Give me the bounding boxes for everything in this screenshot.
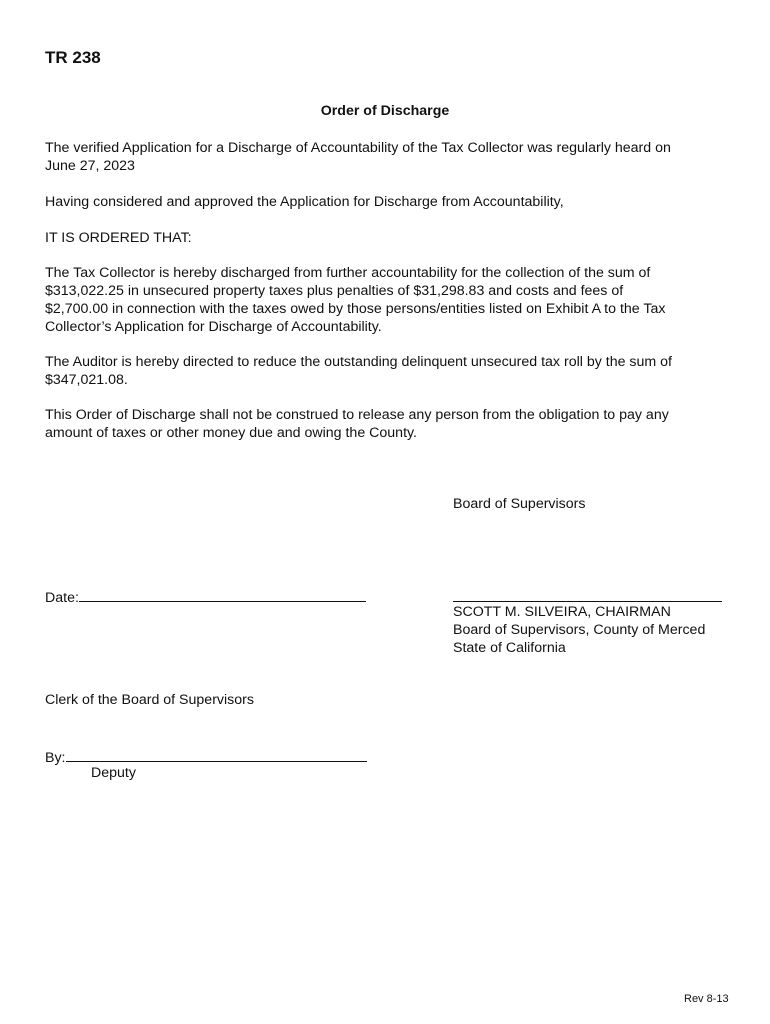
- date-signature-line[interactable]: [79, 586, 366, 602]
- paragraph-ordered: IT IS ORDERED THAT:: [45, 230, 192, 246]
- paragraph-discharge: [45, 264, 735, 336]
- chairman-block: [453, 603, 705, 657]
- paragraph-line: The Tax Collector is hereby discharged from further accountability for the collection of the sum of: [45, 265, 651, 281]
- by-label: By:: [45, 750, 66, 766]
- form-number: TR 238: [45, 48, 101, 67]
- by-signature-line[interactable]: [66, 746, 367, 762]
- date-field: [45, 586, 366, 606]
- board-of-supervisors-label: Board of Supervisors: [453, 496, 586, 512]
- paragraph-line: The verified Application for a Discharge of Accountability of the Tax Collector was regularly heard on: [45, 140, 671, 156]
- paragraph-hearing: [45, 139, 735, 175]
- revision-label: Rev 8-13: [684, 993, 729, 1005]
- paragraph-line: The Auditor is hereby directed to reduce the outstanding delinquent unsecured tax roll by the sum of: [45, 354, 672, 370]
- chairman-signature-line[interactable]: [453, 601, 722, 602]
- paragraph-auditor: [45, 353, 735, 389]
- paragraph-construed: [45, 406, 735, 442]
- paragraph-line: $2,700.00 in connection with the taxes owed by those persons/entities listed on Exhibit A to the Tax: [45, 301, 666, 317]
- paragraph-line: Collector’s Application for Discharge of Accountability.: [45, 319, 382, 335]
- paragraph-line: June 27, 2023: [45, 158, 135, 174]
- date-label: Date:: [45, 590, 79, 606]
- by-field: [45, 746, 367, 766]
- paragraph-line: amount of taxes or other money due and owing the County.: [45, 425, 417, 441]
- paragraph-line: $347,021.08.: [45, 372, 128, 388]
- paragraph-considered: Having considered and approved the Application for Discharge from Accountability,: [45, 194, 564, 210]
- chairman-organization: Board of Supervisors, County of Merced: [453, 622, 706, 638]
- deputy-label: Deputy: [91, 765, 136, 781]
- page-title: Order of Discharge: [320, 103, 450, 119]
- chairman-state: State of California: [453, 640, 566, 656]
- paragraph-line: $313,022.25 in unsecured property taxes plus penalties of $31,298.83 and costs and fees of: [45, 283, 624, 299]
- chairman-name: SCOTT M. SILVEIRA, CHAIRMAN: [453, 604, 671, 620]
- paragraph-line: This Order of Discharge shall not be construed to release any person from the obligation to pay any: [45, 407, 669, 423]
- clerk-label: Clerk of the Board of Supervisors: [45, 692, 254, 708]
